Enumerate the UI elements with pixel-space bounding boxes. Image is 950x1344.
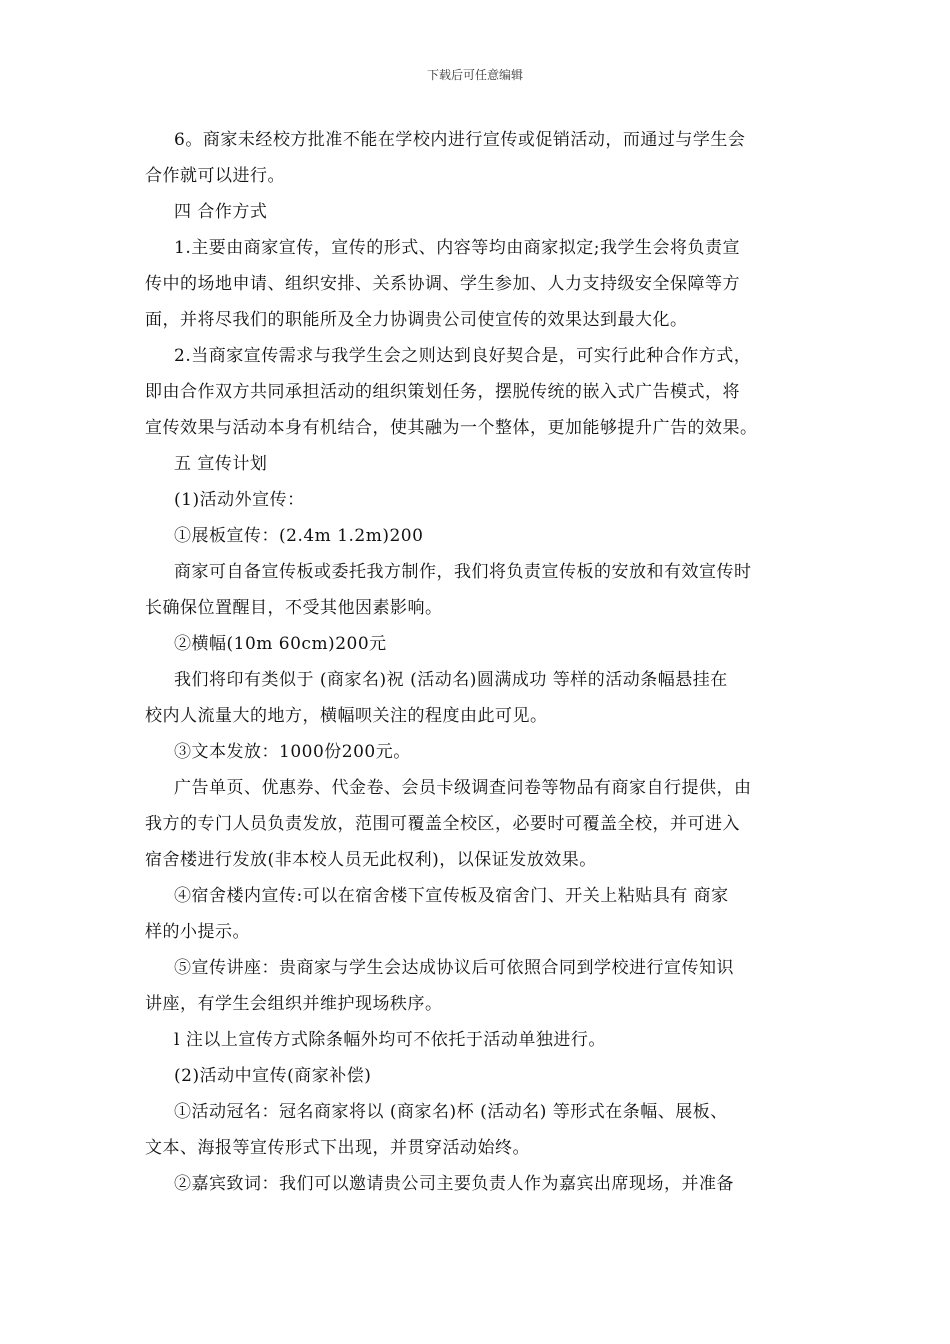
text-line: 合作就可以进行。	[145, 166, 285, 186]
text-line: 2.当商家宣传需求与我学生会之则达到良好契合是，可实行此种合作方式，	[174, 346, 752, 366]
text-line: 校内人流量大的地方，横幅呗关注的程度由此可见。	[145, 706, 548, 726]
text-line: 五 宣传计划	[174, 454, 268, 474]
text-line: 我们将印有类似于 (商家名)祝 (活动名)圆满成功 等样的活动条幅悬挂在	[174, 670, 728, 690]
text-line: 宣传效果与活动本身有机结合，使其融为一个整体，更加能够提升广告的效果。	[145, 418, 758, 438]
page-header: 下载后可任意编辑	[426, 68, 523, 82]
text-line: 商家可自备宣传板或委托我方制作，我们将负责宣传板的安放和有效宣传时	[174, 562, 752, 582]
text-line: 四 合作方式	[174, 202, 268, 222]
text-line: ②横幅(10m 60cm)200元	[174, 634, 387, 654]
text-line: 传中的场地申请、组织安排、关系协调、学生参加、人力支持级安全保障等方	[145, 274, 740, 294]
text-line: 6。商家未经校方批准不能在学校内进行宣传或促销活动，而通过与学生会	[174, 130, 746, 150]
text-line: ④宿舍楼内宣传:可以在宿舍楼下宣传板及宿舍门、开关上粘贴具有 商家	[174, 886, 729, 906]
text-line: 即由合作双方共同承担活动的组织策划任务，摆脱传统的嵌入式广告模式，将	[145, 382, 740, 402]
text-line: 宿舍楼进行发放(非本校人员无此权利)，以保证发放效果。	[145, 850, 597, 870]
text-line: ①展板宣传：(2.4m 1.2m)200	[174, 526, 424, 546]
text-line: (1)活动外宣传：	[174, 490, 305, 510]
text-line: 我方的专门人员负责发放，范围可覆盖全校区，必要时可覆盖全校，并可进入	[145, 814, 740, 834]
text-line: l 注以上宣传方式除条幅外均可不依托于活动单独进行。	[174, 1030, 606, 1050]
document-body	[145, 122, 810, 1202]
text-line: 讲座，有学生会组织并维护现场秩序。	[145, 994, 443, 1014]
text-line: 样的小提示。	[145, 922, 250, 942]
text-line: 广告单页、优惠券、代金卷、会员卡级调查问卷等物品有商家自行提供，由	[174, 778, 752, 798]
text-line: 面，并将尽我们的职能所及全力协调贵公司使宣传的效果达到最大化。	[145, 310, 688, 330]
text-line: ⑤宣传讲座：贵商家与学生会达成协议后可依照合同到学校进行宣传知识	[174, 958, 734, 978]
text-line: 长确保位置醒目，不受其他因素影响。	[145, 598, 443, 618]
text-line: 1.主要由商家宣传，宣传的形式、内容等均由商家拟定;我学生会将负责宣	[174, 238, 740, 258]
text-line: (2)活动中宣传(商家补偿)	[174, 1066, 372, 1086]
text-line: 文本、海报等宣传形式下出现，并贯穿活动始终。	[145, 1138, 530, 1158]
text-line: ③文本发放：1000份200元。	[174, 742, 411, 762]
text-line: ①活动冠名：冠名商家将以 (商家名)杯 (活动名) 等形式在条幅、展板、	[174, 1102, 728, 1122]
text-line: ②嘉宾致词：我们可以邀请贵公司主要负责人作为嘉宾出席现场，并准备	[174, 1174, 734, 1194]
